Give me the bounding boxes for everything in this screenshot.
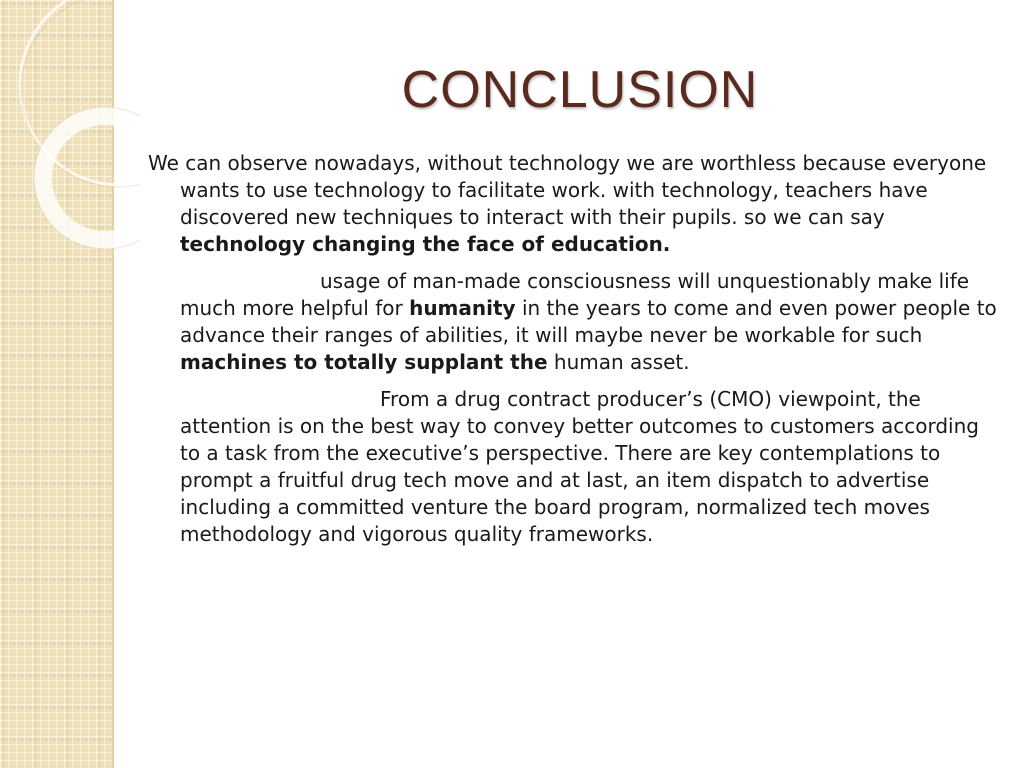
decorative-rings [0,0,140,300]
slide-body [148,150,1000,558]
thick-ring-shape [43,116,140,240]
paragraph-1-text: We can observe nowadays, without technology we are worthless because everyone wants to use technology to facilitate work. with technology, teachers have discovered new techniques to interact with their pupils. so we can say [148,151,987,229]
paragraph-technology [148,150,1000,258]
paragraph-ai [148,268,1000,376]
paragraph-2-bold-a: humanity [409,296,516,320]
paragraph-2-text-b: in the years to come and even power people to advance their ranges of abilities, it will maybe never be workable for such [180,296,997,347]
paragraph-2-text-a: usage of man-made consciousness will unquestionably make life much more helpful for [180,269,970,320]
paragraph-cmo [148,386,1000,548]
paragraph-1-bold: technology changing the face of education. [180,232,671,256]
paragraph-2-bold-b: machines to totally supplant the [180,350,548,374]
paragraph-3-text: From a drug contract producer’s (CMO) viewpoint, the attention is on the best way to convey better outcomes to customers according to a task from the executive’s perspective. There are key contemplations to prompt a fruitful drug tech move and at last, an item dispatch to advertise including a committed venture the board program, normalized tech moves methodology and vigorous quality frameworks. [180,387,979,546]
paragraph-2-text-c: human asset. [547,350,690,374]
slide-title: CONCLUSION [401,61,759,119]
